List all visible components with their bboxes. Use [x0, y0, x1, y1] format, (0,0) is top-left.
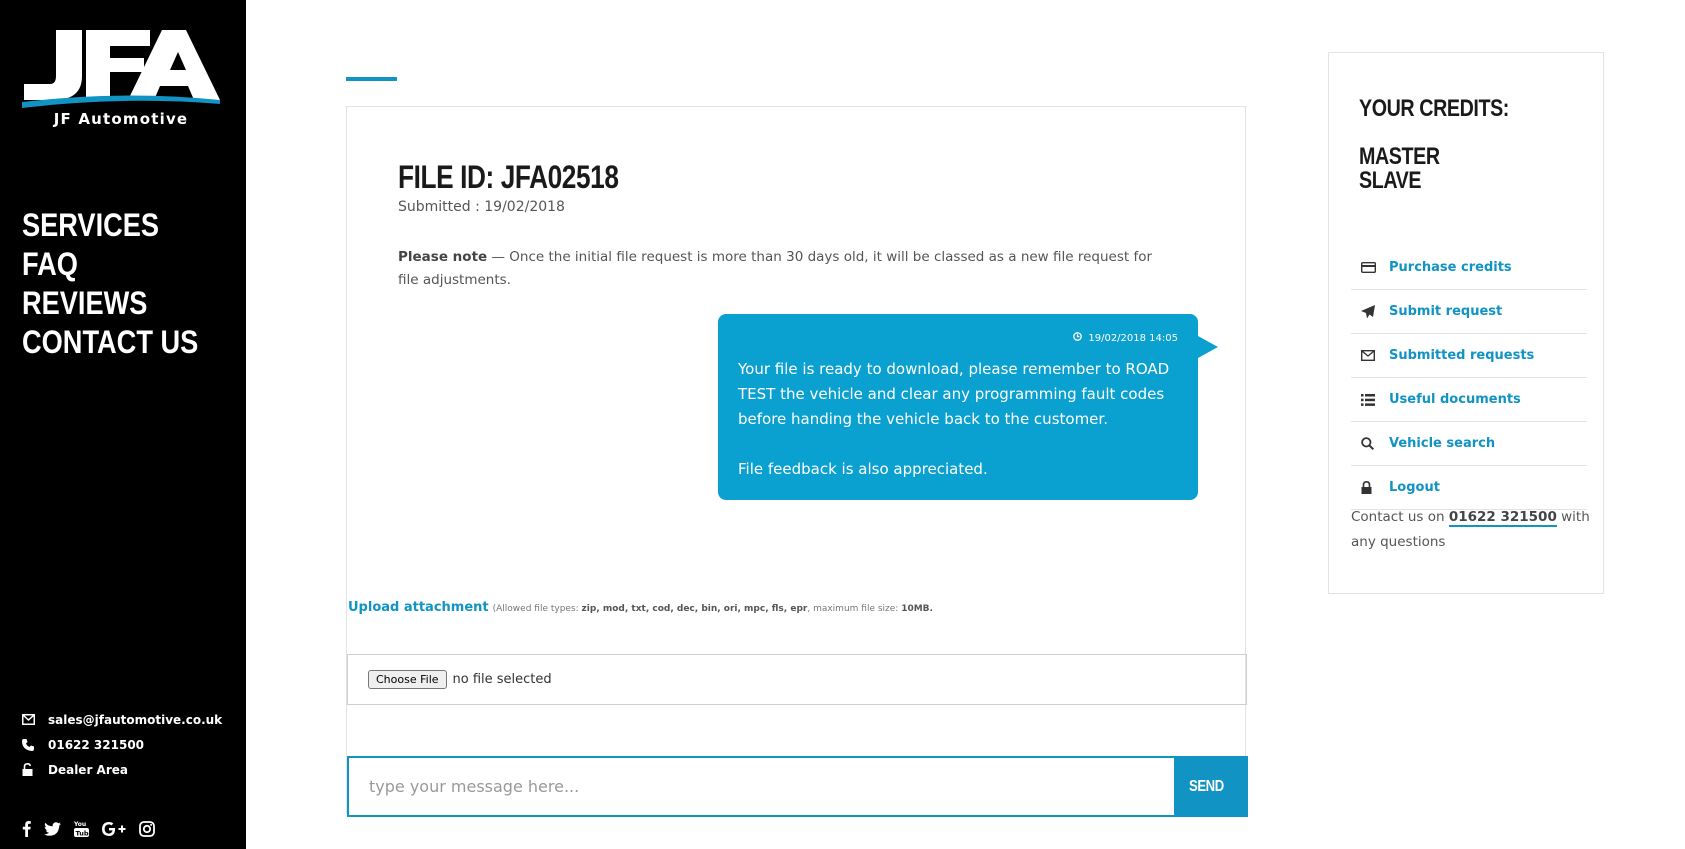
- menu-vehicle-search[interactable]: [1351, 422, 1587, 466]
- send-button[interactable]: SEND: [1174, 758, 1246, 815]
- credits-master: MASTER: [1359, 143, 1440, 170]
- menu-useful-documents[interactable]: [1351, 378, 1587, 422]
- message-body: [738, 357, 1178, 482]
- message-bubble: [718, 314, 1198, 500]
- file-note: [398, 246, 1168, 292]
- title-accent-bar: [346, 77, 397, 81]
- menu-purchase-credits[interactable]: [1351, 246, 1587, 290]
- menu-logout[interactable]: [1351, 466, 1587, 510]
- sidebar-contact: [22, 707, 222, 782]
- upload-max-size: 10MB.: [901, 604, 933, 614]
- main-nav: [22, 206, 229, 362]
- message-paragraph-2: File feedback is also appreciated.: [738, 460, 988, 478]
- svg-text:You: You: [74, 821, 87, 828]
- twitter-icon[interactable]: [44, 822, 61, 836]
- file-input-box: [347, 654, 1247, 705]
- phone-link[interactable]: [22, 732, 222, 757]
- social-links: [22, 820, 155, 837]
- youtube-icon[interactable]: [74, 820, 93, 838]
- nav-services[interactable]: SERVICES: [22, 207, 160, 243]
- dealer-area-link[interactable]: [22, 757, 222, 782]
- email-link[interactable]: [22, 707, 222, 732]
- credits-slave: SLAVE: [1359, 167, 1422, 194]
- nav-reviews[interactable]: REVIEWS: [22, 285, 148, 321]
- menu-submit-request[interactable]: [1351, 290, 1587, 334]
- choose-file-button[interactable]: Choose File: [368, 670, 447, 689]
- envelope-icon: [1351, 350, 1389, 361]
- credit-card-icon: [1351, 262, 1389, 273]
- upload-attachment-row: [348, 600, 933, 615]
- unlock-icon: [22, 763, 48, 776]
- upload-max-size-label: , maximum file size:: [807, 604, 902, 614]
- note-label: Please note: [398, 249, 488, 265]
- file-status-text: no file selected: [452, 672, 552, 687]
- phone-icon: [22, 739, 48, 751]
- google-plus-icon[interactable]: [102, 822, 126, 836]
- search-icon: [1351, 437, 1389, 450]
- menu-label: Purchase credits: [1389, 260, 1512, 275]
- dealer-area-text: Dealer Area: [48, 762, 128, 777]
- logo-mark: [22, 26, 220, 110]
- menu-label: Submit request: [1389, 304, 1503, 319]
- submitted-date: Submitted : 19/02/2018: [398, 199, 565, 215]
- message-time: [1073, 332, 1178, 344]
- credits-panel: [1328, 52, 1604, 594]
- message-time-text: 19/02/2018 14:05: [1088, 332, 1178, 344]
- note-text: — Once the initial file request is more than 30 days old, it will be classed as a new file request for file adjustments.: [398, 249, 1153, 288]
- email-text: sales@jfautomotive.co.uk: [48, 712, 223, 727]
- message-composer: [347, 756, 1248, 817]
- credits-title: YOUR CREDITS:: [1359, 95, 1509, 122]
- panel-contact: [1351, 505, 1591, 555]
- envelope-icon: [22, 714, 48, 725]
- message-paragraph-1: Your file is ready to download, please remember to ROAD TEST the vehicle and clear any programming fault codes before handing the vehicle back to the customer.: [738, 360, 1170, 428]
- upload-allowed-types: zip, mod, txt, cod, dec, bin, ori, mpc, fls, epr: [581, 604, 808, 614]
- sidebar: [0, 0, 246, 849]
- panel-contact-phone[interactable]: 01622 321500: [1448, 509, 1557, 525]
- panel-contact-suffix: with any questions: [1351, 509, 1590, 550]
- menu-submitted-requests[interactable]: [1351, 334, 1587, 378]
- upload-allowed-prefix: (Allowed file types:: [492, 604, 582, 614]
- nav-contact-us[interactable]: CONTACT US: [22, 324, 199, 360]
- message-input[interactable]: [349, 758, 1174, 815]
- menu-label: Submitted requests: [1389, 348, 1535, 363]
- phone-text: 01622 321500: [48, 737, 145, 752]
- menu-label: Useful documents: [1389, 392, 1521, 407]
- logo-text: JF Automotive: [53, 110, 189, 128]
- instagram-icon[interactable]: [139, 821, 155, 837]
- menu-label: Logout: [1389, 480, 1440, 495]
- logo[interactable]: [22, 26, 220, 132]
- nav-faq[interactable]: FAQ: [22, 246, 78, 282]
- list-icon: [1351, 394, 1389, 406]
- menu-label: Vehicle search: [1389, 436, 1496, 451]
- file-id-title: FILE ID: JFA02518: [398, 159, 619, 195]
- facebook-icon[interactable]: [22, 820, 31, 837]
- panel-contact-prefix: Contact us on: [1351, 509, 1449, 525]
- svg-text:Tube: Tube: [75, 829, 93, 838]
- clock-icon: [1073, 332, 1082, 344]
- lock-icon: [1351, 481, 1389, 494]
- paper-plane-icon: [1351, 305, 1389, 319]
- upload-attachment-label[interactable]: Upload attachment: [348, 600, 489, 615]
- account-menu: [1351, 246, 1587, 510]
